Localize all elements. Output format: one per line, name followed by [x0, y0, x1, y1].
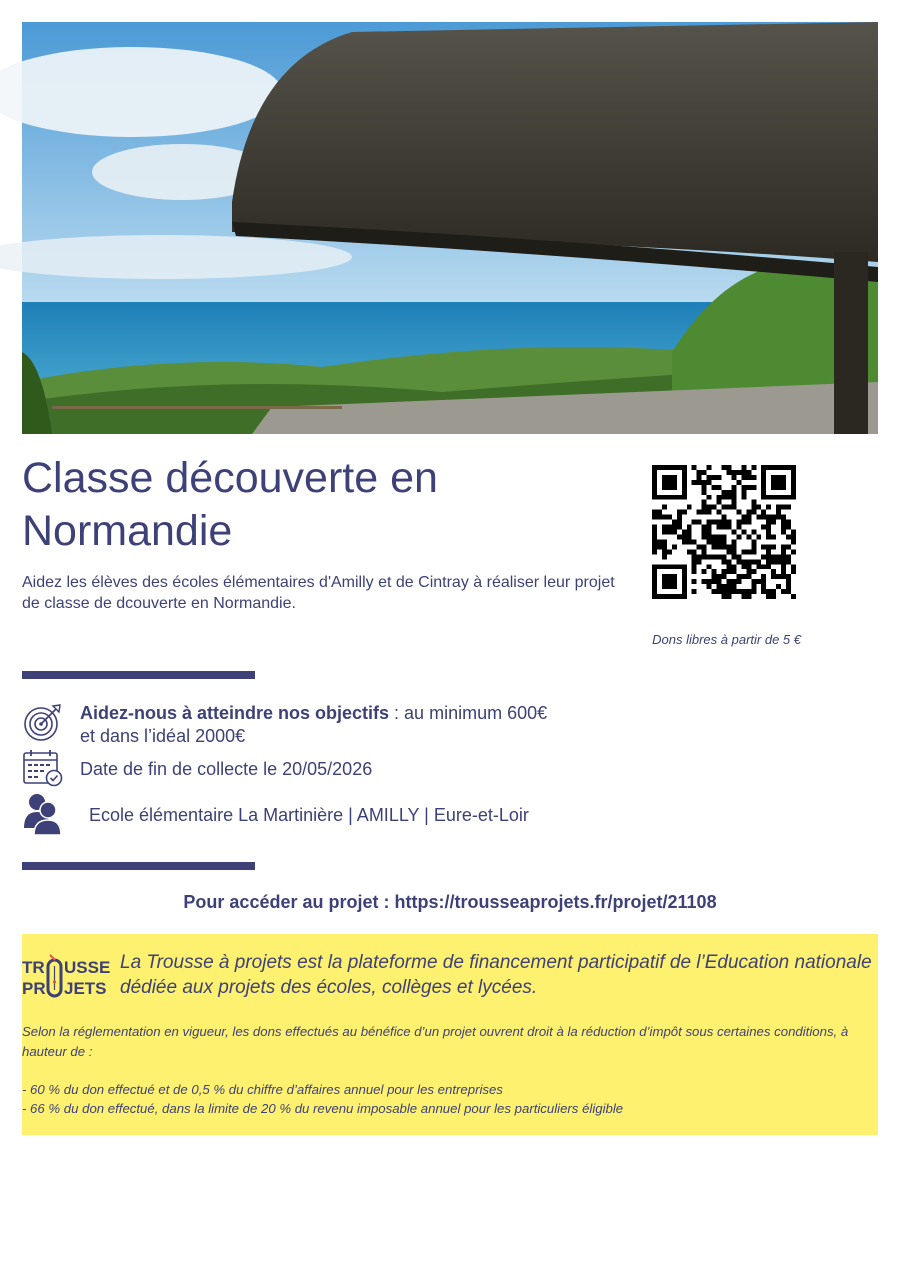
tax-item-individuals: - 66 % du don effectué, dans la limite de 20 % du revenu imposable annuel pour les particuliers éligible [22, 1101, 624, 1116]
qr-code-icon[interactable] [652, 465, 796, 599]
school-info: Ecole élémentaire La Martinière | AMILLY | Eure-et-Loir [89, 805, 529, 825]
divider-top [22, 671, 255, 679]
users-icon [22, 792, 64, 841]
tax-item-companies: - 60 % du don effectué et de 0,5 % du chiffre d’affaires annuel pour les entreprises [22, 1082, 503, 1097]
tax-list [22, 1080, 872, 1118]
svg-text:PR: PR [22, 979, 46, 998]
trousse-a-projets-logo [22, 952, 111, 1002]
goals-minimum: : au minimum 600€ [389, 703, 548, 723]
platform-description: La Trousse à projets est la plateforme de financement participatif de l’Education nationale dédiée aux projets des écoles, collèges et lycées. [120, 952, 872, 998]
divider-bottom [22, 862, 255, 870]
goals-ideal: et dans l’idéal 2000€ [80, 726, 246, 746]
donation-note: Dons libres à partir de 5 € [652, 632, 801, 647]
hero-image [22, 22, 878, 434]
project-link[interactable]: Pour accéder au projet : https://trousseaprojets.fr/projet/21108 [183, 892, 717, 912]
svg-text:TR: TR [22, 958, 45, 977]
svg-text:USSE: USSE [64, 958, 111, 977]
info-box [22, 934, 878, 1135]
goals-text [80, 702, 600, 748]
collection-end-date: Date de fin de collecte le 20/05/2026 [80, 759, 373, 779]
goals-lead: Aidez-nous à atteindre nos objectifs [80, 703, 390, 723]
page-title: Classe découverte en Normandie [22, 454, 438, 555]
tax-legal-text: Selon la réglementation en vigueur, les dons effectués au bénéfice d’un projet ouvrent droit à la réduction d’impôt sous certaines conditions, à hauteur de : [22, 1024, 849, 1059]
project-description: Aidez les élèves des écoles élémentaires d'Amilly et de Cintray à réaliser leur projet de classe de dcouverte en Normandie. [22, 574, 615, 612]
calendar-check-icon [22, 748, 64, 793]
target-icon [22, 702, 64, 747]
svg-text:JETS: JETS [64, 979, 107, 998]
